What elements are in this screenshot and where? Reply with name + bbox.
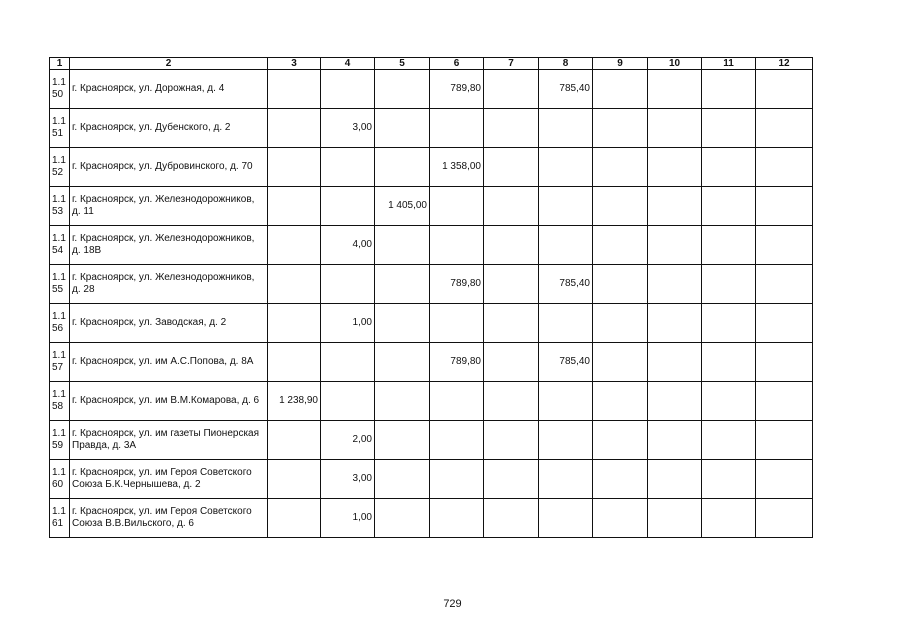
address-cell: г. Красноярск, ул. им газеты Пионерская Правда, д. 3А	[70, 421, 268, 460]
value-cell-col-12	[756, 226, 813, 265]
value-cell-col-3	[268, 109, 321, 148]
value-cell-col-12	[756, 70, 813, 109]
value-cell-col-4: 4,00	[321, 226, 375, 265]
value-cell-col-6: 789,80	[430, 70, 484, 109]
table-row	[50, 109, 813, 148]
value-cell-col-9	[593, 421, 648, 460]
address-cell: г. Красноярск, ул. им Героя Советского Союза Б.К.Чернышева, д. 2	[70, 460, 268, 499]
value-cell-col-6: 789,80	[430, 265, 484, 304]
value-cell-col-9	[593, 265, 648, 304]
column-header-7: 7	[484, 58, 539, 70]
value-cell-col-12	[756, 382, 813, 421]
value-cell-col-7	[484, 304, 539, 343]
row-number-prefix: 1.1	[52, 116, 66, 127]
row-number	[50, 343, 70, 382]
value-cell-col-5	[375, 226, 430, 265]
value-cell-col-12	[756, 460, 813, 499]
value-cell-col-11	[702, 382, 756, 421]
column-header-1: 1	[50, 58, 70, 70]
value-cell-col-10	[648, 499, 702, 538]
value-cell-col-4	[321, 382, 375, 421]
value-cell-col-10	[648, 460, 702, 499]
value-cell-col-3: 1 238,90	[268, 382, 321, 421]
value-cell-col-4: 3,00	[321, 109, 375, 148]
column-header-11: 11	[702, 58, 756, 70]
row-number-prefix: 1.1	[52, 350, 66, 361]
value-cell-col-8	[539, 304, 593, 343]
row-number	[50, 382, 70, 421]
value-cell-col-8: 785,40	[539, 265, 593, 304]
value-cell-col-10	[648, 148, 702, 187]
value-cell-col-7	[484, 109, 539, 148]
value-cell-col-12	[756, 109, 813, 148]
row-number	[50, 226, 70, 265]
row-number-prefix: 1.1	[52, 233, 66, 244]
value-cell-col-11	[702, 343, 756, 382]
row-number-prefix: 1.1	[52, 428, 66, 439]
value-cell-col-11	[702, 265, 756, 304]
value-cell-col-10	[648, 187, 702, 226]
value-cell-col-8	[539, 226, 593, 265]
value-cell-col-9	[593, 460, 648, 499]
value-cell-col-10	[648, 343, 702, 382]
table-row	[50, 148, 813, 187]
row-number-prefix: 1.1	[52, 311, 66, 322]
value-cell-col-4	[321, 70, 375, 109]
value-cell-col-5	[375, 70, 430, 109]
value-cell-col-5	[375, 148, 430, 187]
address-cell: г. Красноярск, ул. Железнодорожников, д. 11	[70, 187, 268, 226]
value-cell-col-11	[702, 148, 756, 187]
value-cell-col-6	[430, 499, 484, 538]
value-cell-col-3	[268, 343, 321, 382]
row-number	[50, 304, 70, 343]
row-number-prefix: 1.1	[52, 506, 66, 517]
value-cell-col-5	[375, 421, 430, 460]
value-cell-col-7	[484, 382, 539, 421]
value-cell-col-10	[648, 265, 702, 304]
data-table	[49, 57, 813, 538]
value-cell-col-10	[648, 304, 702, 343]
value-cell-col-8	[539, 187, 593, 226]
value-cell-col-3	[268, 70, 321, 109]
row-number-suffix: 60	[52, 479, 64, 490]
value-cell-col-4: 2,00	[321, 421, 375, 460]
row-number-suffix: 52	[52, 167, 64, 178]
header-row	[50, 58, 813, 70]
value-cell-col-4	[321, 343, 375, 382]
value-cell-col-9	[593, 70, 648, 109]
column-header-12: 12	[756, 58, 813, 70]
value-cell-col-12	[756, 343, 813, 382]
table-row	[50, 421, 813, 460]
value-cell-col-6	[430, 382, 484, 421]
table-row	[50, 265, 813, 304]
value-cell-col-6	[430, 226, 484, 265]
table-row	[50, 343, 813, 382]
value-cell-col-6: 1 358,00	[430, 148, 484, 187]
value-cell-col-8	[539, 148, 593, 187]
value-cell-col-9	[593, 187, 648, 226]
value-cell-col-8	[539, 382, 593, 421]
row-number	[50, 187, 70, 226]
value-cell-col-7	[484, 187, 539, 226]
row-number	[50, 109, 70, 148]
value-cell-col-6: 789,80	[430, 343, 484, 382]
value-cell-col-3	[268, 304, 321, 343]
value-cell-col-8: 785,40	[539, 70, 593, 109]
address-cell: г. Красноярск, ул. им В.М.Комарова, д. 6	[70, 382, 268, 421]
value-cell-col-10	[648, 226, 702, 265]
table-row	[50, 499, 813, 538]
value-cell-col-3	[268, 187, 321, 226]
value-cell-col-5	[375, 499, 430, 538]
value-cell-col-9	[593, 499, 648, 538]
column-header-8: 8	[539, 58, 593, 70]
value-cell-col-11	[702, 226, 756, 265]
table-row	[50, 226, 813, 265]
value-cell-col-5	[375, 343, 430, 382]
row-number	[50, 148, 70, 187]
column-header-6: 6	[430, 58, 484, 70]
value-cell-col-11	[702, 70, 756, 109]
value-cell-col-4: 1,00	[321, 304, 375, 343]
value-cell-col-9	[593, 148, 648, 187]
row-number-prefix: 1.1	[52, 155, 66, 166]
value-cell-col-8	[539, 109, 593, 148]
row-number-suffix: 61	[52, 518, 64, 529]
value-cell-col-9	[593, 226, 648, 265]
address-cell: г. Красноярск, ул. Железнодорожников, д. 18В	[70, 226, 268, 265]
address-cell: г. Красноярск, ул. им А.С.Попова, д. 8А	[70, 343, 268, 382]
value-cell-col-9	[593, 304, 648, 343]
address-cell: г. Красноярск, ул. Дубенского, д. 2	[70, 109, 268, 148]
value-cell-col-11	[702, 304, 756, 343]
value-cell-col-3	[268, 499, 321, 538]
value-cell-col-10	[648, 109, 702, 148]
value-cell-col-12	[756, 304, 813, 343]
value-cell-col-6	[430, 304, 484, 343]
table-row	[50, 382, 813, 421]
value-cell-col-11	[702, 499, 756, 538]
value-cell-col-9	[593, 382, 648, 421]
value-cell-col-3	[268, 148, 321, 187]
row-number	[50, 265, 70, 304]
column-header-9: 9	[593, 58, 648, 70]
value-cell-col-4	[321, 187, 375, 226]
address-cell: г. Красноярск, ул. Заводская, д. 2	[70, 304, 268, 343]
row-number-suffix: 51	[52, 128, 64, 139]
value-cell-col-9	[593, 109, 648, 148]
value-cell-col-7	[484, 226, 539, 265]
value-cell-col-3	[268, 226, 321, 265]
row-number-suffix: 58	[52, 401, 64, 412]
row-number-suffix: 57	[52, 362, 64, 373]
value-cell-col-5	[375, 382, 430, 421]
row-number-prefix: 1.1	[52, 389, 66, 400]
value-cell-col-9	[593, 343, 648, 382]
table-body	[50, 58, 813, 538]
value-cell-col-6	[430, 187, 484, 226]
value-cell-col-7	[484, 499, 539, 538]
value-cell-col-12	[756, 148, 813, 187]
row-number-prefix: 1.1	[52, 467, 66, 478]
value-cell-col-8	[539, 460, 593, 499]
value-cell-col-8	[539, 499, 593, 538]
column-header-10: 10	[648, 58, 702, 70]
address-cell: г. Красноярск, ул. Дорожная, д. 4	[70, 70, 268, 109]
value-cell-col-10	[648, 421, 702, 460]
row-number-prefix: 1.1	[52, 77, 66, 88]
value-cell-col-7	[484, 343, 539, 382]
value-cell-col-7	[484, 460, 539, 499]
page-number: 729	[443, 598, 462, 610]
value-cell-col-11	[702, 421, 756, 460]
row-number-suffix: 53	[52, 206, 64, 217]
value-cell-col-5	[375, 304, 430, 343]
value-cell-col-12	[756, 187, 813, 226]
column-header-4: 4	[321, 58, 375, 70]
value-cell-col-5	[375, 109, 430, 148]
row-number-suffix: 56	[52, 323, 64, 334]
value-cell-col-8: 785,40	[539, 343, 593, 382]
value-cell-col-4	[321, 265, 375, 304]
row-number	[50, 499, 70, 538]
row-number-suffix: 55	[52, 284, 64, 295]
row-number	[50, 460, 70, 499]
column-header-2: 2	[70, 58, 268, 70]
column-header-3: 3	[268, 58, 321, 70]
value-cell-col-7	[484, 421, 539, 460]
row-number-suffix: 59	[52, 440, 64, 451]
value-cell-col-11	[702, 109, 756, 148]
value-cell-col-3	[268, 460, 321, 499]
value-cell-col-3	[268, 265, 321, 304]
column-header-5: 5	[375, 58, 430, 70]
address-cell: г. Красноярск, ул. Железнодорожников, д. 28	[70, 265, 268, 304]
value-cell-col-7	[484, 265, 539, 304]
address-cell: г. Красноярск, ул. Дубровинского, д. 70	[70, 148, 268, 187]
value-cell-col-6	[430, 460, 484, 499]
value-cell-col-10	[648, 382, 702, 421]
value-cell-col-12	[756, 421, 813, 460]
value-cell-col-12	[756, 499, 813, 538]
value-cell-col-10	[648, 70, 702, 109]
table-row	[50, 304, 813, 343]
value-cell-col-6	[430, 109, 484, 148]
value-cell-col-5: 1 405,00	[375, 187, 430, 226]
value-cell-col-8	[539, 421, 593, 460]
value-cell-col-6	[430, 421, 484, 460]
value-cell-col-11	[702, 460, 756, 499]
row-number-suffix: 50	[52, 89, 64, 100]
value-cell-col-7	[484, 70, 539, 109]
value-cell-col-12	[756, 265, 813, 304]
value-cell-col-3	[268, 421, 321, 460]
value-cell-col-5	[375, 265, 430, 304]
row-number	[50, 421, 70, 460]
table-row	[50, 187, 813, 226]
value-cell-col-11	[702, 187, 756, 226]
row-number-suffix: 54	[52, 245, 64, 256]
value-cell-col-4	[321, 148, 375, 187]
row-number-prefix: 1.1	[52, 194, 66, 205]
table-row	[50, 460, 813, 499]
row-number	[50, 70, 70, 109]
value-cell-col-4: 1,00	[321, 499, 375, 538]
table-row	[50, 70, 813, 109]
row-number-prefix: 1.1	[52, 272, 66, 283]
value-cell-col-4: 3,00	[321, 460, 375, 499]
value-cell-col-7	[484, 148, 539, 187]
address-cell: г. Красноярск, ул. им Героя Советского Союза В.В.Вильского, д. 6	[70, 499, 268, 538]
value-cell-col-5	[375, 460, 430, 499]
